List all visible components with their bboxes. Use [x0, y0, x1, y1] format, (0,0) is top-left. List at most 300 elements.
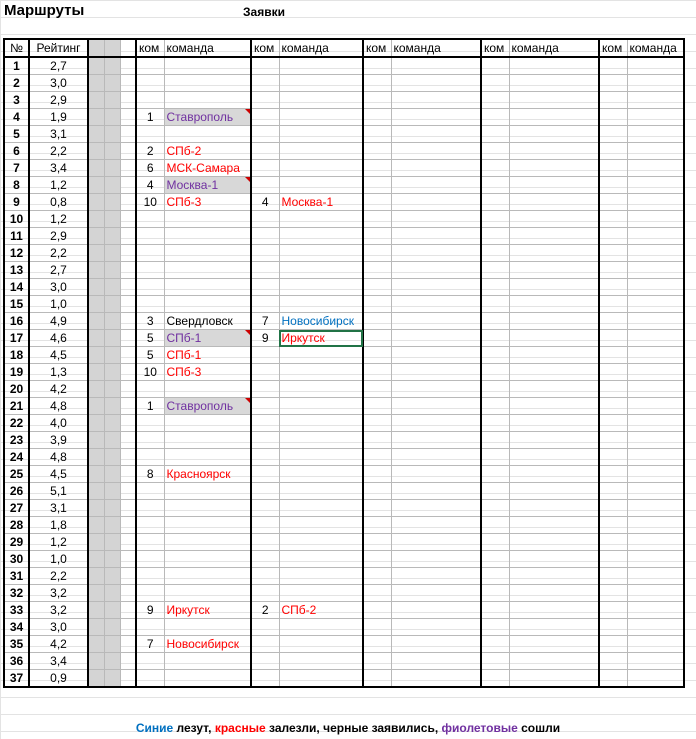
team-cell[interactable] — [509, 568, 599, 585]
team-cell[interactable]: Новосибирск — [164, 636, 251, 653]
team-cell[interactable] — [509, 449, 599, 466]
kom-cell[interactable] — [251, 415, 279, 432]
kom-cell[interactable] — [136, 245, 164, 262]
kom-cell[interactable] — [363, 381, 391, 398]
team-cell[interactable] — [279, 143, 363, 160]
kom-cell[interactable]: 10 — [136, 364, 164, 381]
team-cell[interactable] — [509, 619, 599, 636]
kom-cell[interactable] — [136, 279, 164, 296]
team-cell[interactable] — [164, 211, 251, 228]
team-cell[interactable] — [509, 262, 599, 279]
team-cell[interactable] — [164, 245, 251, 262]
team-cell[interactable]: Иркутск — [279, 330, 363, 347]
team-cell[interactable] — [509, 279, 599, 296]
kom-cell[interactable] — [251, 466, 279, 483]
kom-cell[interactable] — [251, 75, 279, 92]
kom-cell[interactable] — [481, 602, 509, 619]
team-cell[interactable] — [627, 449, 684, 466]
team-cell[interactable] — [509, 228, 599, 245]
kom-cell[interactable] — [363, 347, 391, 364]
kom-cell[interactable] — [481, 483, 509, 500]
team-cell[interactable] — [279, 296, 363, 313]
team-cell[interactable] — [627, 364, 684, 381]
kom-cell[interactable] — [363, 500, 391, 517]
team-cell[interactable] — [279, 398, 363, 415]
team-cell[interactable]: СПб-3 — [164, 364, 251, 381]
team-cell[interactable] — [391, 432, 481, 449]
kom-cell[interactable] — [481, 177, 509, 194]
kom-cell[interactable] — [481, 551, 509, 568]
kom-cell[interactable] — [363, 449, 391, 466]
kom-cell[interactable] — [251, 517, 279, 534]
kom-cell[interactable] — [599, 398, 627, 415]
team-cell[interactable] — [164, 568, 251, 585]
kom-cell[interactable] — [481, 517, 509, 534]
kom-cell[interactable] — [251, 143, 279, 160]
kom-cell[interactable]: 6 — [136, 160, 164, 177]
kom-cell[interactable] — [363, 432, 391, 449]
team-cell[interactable]: Свердловск — [164, 313, 251, 330]
team-cell[interactable] — [627, 347, 684, 364]
kom-cell[interactable] — [481, 619, 509, 636]
team-cell[interactable] — [509, 364, 599, 381]
team-cell[interactable] — [391, 109, 481, 126]
team-cell[interactable] — [279, 57, 363, 75]
kom-cell[interactable] — [599, 619, 627, 636]
team-cell[interactable] — [279, 126, 363, 143]
kom-cell[interactable] — [363, 143, 391, 160]
kom-cell[interactable] — [481, 75, 509, 92]
team-cell[interactable] — [509, 585, 599, 602]
team-cell[interactable] — [164, 262, 251, 279]
kom-cell[interactable] — [363, 619, 391, 636]
team-cell[interactable] — [391, 653, 481, 670]
kom-cell[interactable] — [251, 653, 279, 670]
kom-cell[interactable] — [599, 364, 627, 381]
kom-cell[interactable] — [251, 398, 279, 415]
team-cell[interactable] — [627, 245, 684, 262]
kom-cell[interactable] — [599, 636, 627, 653]
team-cell[interactable] — [164, 534, 251, 551]
team-cell[interactable] — [391, 143, 481, 160]
kom-cell[interactable] — [363, 653, 391, 670]
kom-cell[interactable]: 9 — [251, 330, 279, 347]
team-cell[interactable] — [509, 670, 599, 688]
team-cell[interactable] — [164, 92, 251, 109]
kom-cell[interactable] — [251, 585, 279, 602]
team-cell[interactable] — [279, 432, 363, 449]
team-cell[interactable] — [627, 534, 684, 551]
team-cell[interactable]: СПб-3 — [164, 194, 251, 211]
kom-cell[interactable] — [599, 483, 627, 500]
team-cell[interactable] — [164, 126, 251, 143]
team-cell[interactable] — [509, 517, 599, 534]
team-cell[interactable] — [627, 177, 684, 194]
team-cell[interactable] — [627, 636, 684, 653]
kom-cell[interactable]: 9 — [136, 602, 164, 619]
team-cell[interactable] — [391, 211, 481, 228]
kom-cell[interactable] — [599, 466, 627, 483]
kom-cell[interactable] — [251, 177, 279, 194]
team-cell[interactable] — [627, 653, 684, 670]
kom-cell[interactable] — [363, 364, 391, 381]
team-cell[interactable] — [279, 177, 363, 194]
team-cell[interactable] — [391, 517, 481, 534]
kom-cell[interactable] — [481, 160, 509, 177]
team-cell[interactable] — [509, 398, 599, 415]
team-cell[interactable] — [279, 381, 363, 398]
kom-cell[interactable] — [251, 126, 279, 143]
team-cell[interactable] — [279, 211, 363, 228]
kom-cell[interactable] — [363, 398, 391, 415]
team-cell[interactable] — [627, 551, 684, 568]
team-cell[interactable] — [164, 500, 251, 517]
kom-cell[interactable]: 10 — [136, 194, 164, 211]
kom-cell[interactable] — [599, 517, 627, 534]
team-cell[interactable] — [509, 109, 599, 126]
team-cell[interactable] — [279, 262, 363, 279]
team-cell[interactable] — [509, 551, 599, 568]
team-cell[interactable] — [279, 415, 363, 432]
team-cell[interactable] — [509, 57, 599, 75]
kom-cell[interactable] — [599, 57, 627, 75]
kom-cell[interactable] — [599, 75, 627, 92]
team-cell[interactable] — [391, 483, 481, 500]
team-cell[interactable]: Красноярск — [164, 466, 251, 483]
team-cell[interactable] — [509, 415, 599, 432]
kom-cell[interactable] — [363, 517, 391, 534]
team-cell[interactable] — [509, 194, 599, 211]
kom-cell[interactable]: 1 — [136, 398, 164, 415]
team-cell[interactable] — [627, 517, 684, 534]
team-cell[interactable] — [391, 313, 481, 330]
team-cell[interactable] — [509, 211, 599, 228]
team-cell[interactable] — [509, 602, 599, 619]
kom-cell[interactable] — [136, 57, 164, 75]
team-cell[interactable] — [627, 194, 684, 211]
kom-cell[interactable] — [481, 330, 509, 347]
kom-cell[interactable] — [481, 126, 509, 143]
kom-cell[interactable] — [599, 653, 627, 670]
kom-cell[interactable] — [136, 568, 164, 585]
kom-cell[interactable] — [481, 109, 509, 126]
kom-cell[interactable] — [251, 92, 279, 109]
kom-cell[interactable] — [363, 636, 391, 653]
team-cell[interactable] — [391, 619, 481, 636]
kom-cell[interactable] — [481, 211, 509, 228]
kom-cell[interactable] — [136, 619, 164, 636]
team-cell[interactable] — [627, 313, 684, 330]
kom-cell[interactable] — [481, 670, 509, 688]
team-cell[interactable]: Москва-1 — [164, 177, 251, 194]
kom-cell[interactable] — [136, 262, 164, 279]
kom-cell[interactable] — [363, 534, 391, 551]
kom-cell[interactable] — [251, 432, 279, 449]
kom-cell[interactable] — [599, 347, 627, 364]
kom-cell[interactable] — [599, 330, 627, 347]
team-cell[interactable] — [627, 296, 684, 313]
team-cell[interactable] — [164, 551, 251, 568]
kom-cell[interactable] — [363, 160, 391, 177]
team-cell[interactable]: Москва-1 — [279, 194, 363, 211]
team-cell[interactable] — [627, 415, 684, 432]
team-cell[interactable] — [279, 670, 363, 688]
team-cell[interactable] — [279, 347, 363, 364]
kom-cell[interactable] — [599, 432, 627, 449]
team-cell[interactable] — [164, 653, 251, 670]
team-cell[interactable]: Ставрополь — [164, 398, 251, 415]
team-cell[interactable] — [509, 92, 599, 109]
kom-cell[interactable] — [599, 228, 627, 245]
team-cell[interactable] — [391, 228, 481, 245]
kom-cell[interactable] — [481, 500, 509, 517]
team-cell[interactable] — [164, 228, 251, 245]
kom-cell[interactable] — [363, 109, 391, 126]
kom-cell[interactable] — [136, 517, 164, 534]
kom-cell[interactable] — [136, 483, 164, 500]
kom-cell[interactable] — [599, 126, 627, 143]
kom-cell[interactable] — [481, 449, 509, 466]
kom-cell[interactable] — [363, 670, 391, 688]
kom-cell[interactable] — [136, 211, 164, 228]
team-cell[interactable] — [509, 534, 599, 551]
team-cell[interactable] — [391, 177, 481, 194]
team-cell[interactable] — [391, 245, 481, 262]
kom-cell[interactable] — [136, 381, 164, 398]
team-cell[interactable] — [164, 75, 251, 92]
team-cell[interactable] — [279, 551, 363, 568]
kom-cell[interactable] — [363, 245, 391, 262]
kom-cell[interactable] — [136, 670, 164, 688]
team-cell[interactable] — [279, 534, 363, 551]
kom-cell[interactable] — [363, 57, 391, 75]
kom-cell[interactable] — [481, 568, 509, 585]
team-cell[interactable] — [164, 279, 251, 296]
kom-cell[interactable] — [363, 568, 391, 585]
team-cell[interactable] — [627, 568, 684, 585]
kom-cell[interactable] — [251, 109, 279, 126]
team-cell[interactable] — [279, 585, 363, 602]
kom-cell[interactable]: 8 — [136, 466, 164, 483]
kom-cell[interactable] — [481, 228, 509, 245]
kom-cell[interactable] — [599, 279, 627, 296]
team-cell[interactable] — [391, 398, 481, 415]
kom-cell[interactable] — [599, 211, 627, 228]
team-cell[interactable] — [279, 279, 363, 296]
kom-cell[interactable] — [599, 160, 627, 177]
team-cell[interactable] — [509, 296, 599, 313]
team-cell[interactable] — [391, 602, 481, 619]
team-cell[interactable] — [391, 92, 481, 109]
team-cell[interactable] — [509, 126, 599, 143]
kom-cell[interactable] — [251, 296, 279, 313]
kom-cell[interactable] — [251, 160, 279, 177]
kom-cell[interactable] — [136, 415, 164, 432]
kom-cell[interactable] — [599, 551, 627, 568]
kom-cell[interactable] — [481, 143, 509, 160]
kom-cell[interactable] — [599, 449, 627, 466]
team-cell[interactable] — [509, 330, 599, 347]
team-cell[interactable] — [627, 92, 684, 109]
kom-cell[interactable] — [599, 143, 627, 160]
team-cell[interactable] — [391, 585, 481, 602]
team-cell[interactable] — [391, 160, 481, 177]
kom-cell[interactable] — [599, 670, 627, 688]
team-cell[interactable] — [279, 75, 363, 92]
kom-cell[interactable] — [363, 92, 391, 109]
kom-cell[interactable] — [363, 483, 391, 500]
team-cell[interactable] — [279, 619, 363, 636]
team-cell[interactable] — [509, 313, 599, 330]
kom-cell[interactable] — [363, 126, 391, 143]
kom-cell[interactable] — [136, 551, 164, 568]
team-cell[interactable] — [627, 466, 684, 483]
kom-cell[interactable] — [481, 364, 509, 381]
kom-cell[interactable] — [599, 262, 627, 279]
kom-cell[interactable] — [136, 449, 164, 466]
kom-cell[interactable] — [251, 483, 279, 500]
team-cell[interactable] — [391, 415, 481, 432]
team-cell[interactable] — [391, 279, 481, 296]
team-cell[interactable]: СПб-2 — [279, 602, 363, 619]
team-cell[interactable] — [627, 602, 684, 619]
team-cell[interactable] — [164, 432, 251, 449]
team-cell[interactable] — [164, 449, 251, 466]
team-cell[interactable] — [509, 75, 599, 92]
kom-cell[interactable] — [599, 534, 627, 551]
kom-cell[interactable] — [251, 381, 279, 398]
kom-cell[interactable] — [599, 602, 627, 619]
kom-cell[interactable]: 4 — [136, 177, 164, 194]
kom-cell[interactable]: 1 — [136, 109, 164, 126]
kom-cell[interactable] — [363, 211, 391, 228]
kom-cell[interactable] — [599, 194, 627, 211]
team-cell[interactable] — [627, 143, 684, 160]
kom-cell[interactable] — [251, 500, 279, 517]
team-cell[interactable]: МСК-Самара — [164, 160, 251, 177]
kom-cell[interactable] — [481, 57, 509, 75]
kom-cell[interactable] — [481, 245, 509, 262]
kom-cell[interactable] — [251, 534, 279, 551]
kom-cell[interactable] — [136, 228, 164, 245]
team-cell[interactable] — [509, 381, 599, 398]
kom-cell[interactable] — [481, 585, 509, 602]
team-cell[interactable] — [627, 279, 684, 296]
team-cell[interactable]: Новосибирск — [279, 313, 363, 330]
team-cell[interactable] — [279, 653, 363, 670]
kom-cell[interactable] — [363, 585, 391, 602]
kom-cell[interactable] — [363, 262, 391, 279]
kom-cell[interactable] — [363, 177, 391, 194]
team-cell[interactable] — [391, 296, 481, 313]
kom-cell[interactable] — [481, 313, 509, 330]
team-cell[interactable] — [391, 568, 481, 585]
kom-cell[interactable] — [481, 381, 509, 398]
kom-cell[interactable] — [599, 177, 627, 194]
kom-cell[interactable] — [136, 296, 164, 313]
team-cell[interactable] — [627, 228, 684, 245]
kom-cell[interactable] — [481, 296, 509, 313]
team-cell[interactable] — [279, 364, 363, 381]
kom-cell[interactable] — [481, 432, 509, 449]
kom-cell[interactable] — [599, 296, 627, 313]
kom-cell[interactable] — [363, 330, 391, 347]
kom-cell[interactable] — [251, 619, 279, 636]
team-cell[interactable] — [509, 143, 599, 160]
team-cell[interactable] — [279, 466, 363, 483]
kom-cell[interactable] — [481, 398, 509, 415]
kom-cell[interactable] — [363, 313, 391, 330]
team-cell[interactable] — [391, 347, 481, 364]
kom-cell[interactable] — [481, 636, 509, 653]
team-cell[interactable] — [279, 517, 363, 534]
team-cell[interactable] — [391, 466, 481, 483]
team-cell[interactable] — [279, 228, 363, 245]
kom-cell[interactable] — [251, 57, 279, 75]
team-cell[interactable] — [627, 126, 684, 143]
kom-cell[interactable] — [599, 245, 627, 262]
kom-cell[interactable] — [481, 279, 509, 296]
team-cell[interactable] — [627, 330, 684, 347]
kom-cell[interactable] — [481, 415, 509, 432]
kom-cell[interactable] — [363, 75, 391, 92]
team-cell[interactable] — [279, 449, 363, 466]
kom-cell[interactable] — [481, 262, 509, 279]
team-cell[interactable] — [391, 449, 481, 466]
team-cell[interactable] — [164, 670, 251, 688]
kom-cell[interactable]: 5 — [136, 330, 164, 347]
kom-cell[interactable] — [251, 364, 279, 381]
team-cell[interactable] — [509, 466, 599, 483]
team-cell[interactable] — [509, 432, 599, 449]
team-cell[interactable] — [391, 262, 481, 279]
kom-cell[interactable] — [251, 262, 279, 279]
kom-cell[interactable] — [599, 109, 627, 126]
team-cell[interactable] — [164, 483, 251, 500]
team-cell[interactable]: Ставрополь — [164, 109, 251, 126]
team-cell[interactable] — [627, 500, 684, 517]
kom-cell[interactable] — [599, 415, 627, 432]
kom-cell[interactable]: 7 — [136, 636, 164, 653]
kom-cell[interactable] — [136, 126, 164, 143]
team-cell[interactable] — [627, 381, 684, 398]
kom-cell[interactable] — [251, 449, 279, 466]
team-cell[interactable] — [164, 381, 251, 398]
team-cell[interactable] — [279, 160, 363, 177]
kom-cell[interactable]: 4 — [251, 194, 279, 211]
kom-cell[interactable]: 2 — [251, 602, 279, 619]
team-cell[interactable] — [391, 500, 481, 517]
team-cell[interactable] — [509, 245, 599, 262]
team-cell[interactable] — [279, 109, 363, 126]
team-cell[interactable] — [279, 500, 363, 517]
kom-cell[interactable] — [251, 245, 279, 262]
kom-cell[interactable]: 7 — [251, 313, 279, 330]
team-cell[interactable] — [391, 381, 481, 398]
team-cell[interactable] — [627, 398, 684, 415]
team-cell[interactable] — [509, 160, 599, 177]
team-cell[interactable] — [627, 619, 684, 636]
team-cell[interactable] — [279, 483, 363, 500]
kom-cell[interactable] — [136, 653, 164, 670]
team-cell[interactable] — [627, 75, 684, 92]
kom-cell[interactable] — [599, 313, 627, 330]
kom-cell[interactable]: 2 — [136, 143, 164, 160]
kom-cell[interactable] — [599, 381, 627, 398]
kom-cell[interactable] — [599, 92, 627, 109]
kom-cell[interactable] — [251, 568, 279, 585]
team-cell[interactable] — [164, 585, 251, 602]
